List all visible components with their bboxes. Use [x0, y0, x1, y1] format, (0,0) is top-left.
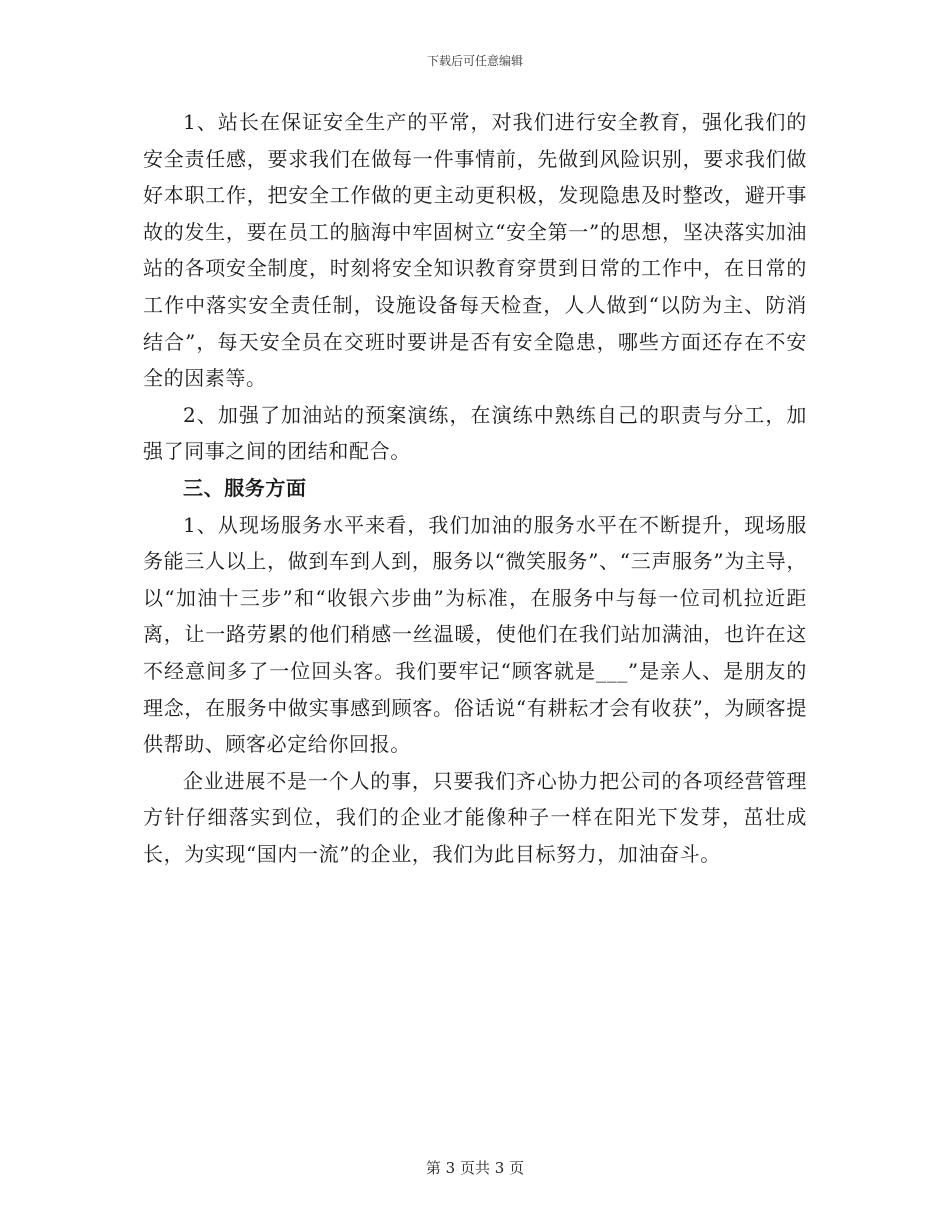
page-number: 第 3 页共 3 页 — [425, 1159, 525, 1177]
page-header: 下载后可任意编辑 — [426, 54, 523, 68]
paragraph-service-level: 1、从现场服务水平来看，我们加油的服务水平在不断提升，现场服务能三人以上，做到车到人到，服务以“微笑服务”、“三声服务”为主导，以“加油十三步”和“收银六步曲”为标准，在服务中与每一位司机拉近距离，让一路劳累的他们稍感一丝温暖，使他们在我们站加满油，也许在这不经意间多了一位回头客。我们要牢记“顾客就是___”是亲人、是朋友的理念，在服务中做实事感到顾客。俗话说“有耕耘才会有收获”，为顾客提供帮助、顾客必定给你回报。 — [143, 512, 807, 757]
document-body — [143, 104, 807, 872]
paragraph-drill: 2、加强了加油站的预案演练，在演练中熟练自己的职责与分工，加强了同事之间的团结和配合。 — [143, 402, 807, 464]
paragraph-safety-education: 1、站长在保证安全生产的平常，对我们进行安全教育，强化我们的安全责任感，要求我们在做每一件事情前，先做到风险识别，要求我们做好本职工作，把安全工作做的更主动更积极，发现隐患及时整改，避开事故的发生，要在员工的脑海中牢固树立“安全第一”的思想，坚决落实加油站的各项安全制度，时刻将安全知识教育穿贯到日常的工作中，在日常的工作中落实安全责任制，设施设备每天检查，人人做到“以防为主、防消结合”，每天安全员在交班时要讲是否有安全隐患，哪些方面还存在不安全的因素等。 — [143, 110, 807, 391]
section-heading-service: 三、服务方面 — [183, 475, 307, 500]
paragraph-conclusion: 企业进展不是一个人的事，只要我们齐心协力把公司的各项经营管理方针仔细落实到位，我们的企业才能像种子一样在阳光下发芽，茁壮成长，为实现“国内一流”的企业，我们为此目标努力，加油奋斗。 — [143, 768, 807, 866]
